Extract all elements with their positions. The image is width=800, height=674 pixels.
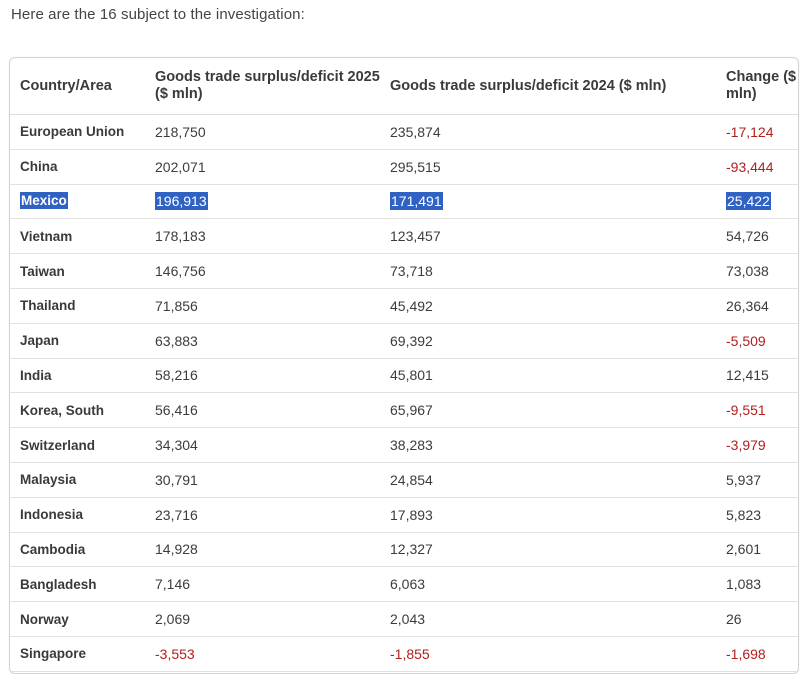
cell-2024-text: 17,893 — [390, 506, 433, 523]
cell-change — [716, 115, 798, 150]
cell-change-text: 26 — [726, 611, 742, 628]
cell-country-text: Japan — [20, 333, 60, 349]
cell-country — [10, 323, 145, 358]
cell-2024 — [380, 323, 716, 358]
table-row — [10, 219, 798, 254]
table-row — [10, 567, 798, 602]
header-2024: Goods trade surplus/deficit 2024 ($ mln) — [380, 58, 716, 115]
cell-2024 — [380, 532, 716, 567]
cell-2025 — [145, 393, 380, 428]
table-row — [10, 462, 798, 497]
cell-change-text: 73,038 — [726, 263, 769, 280]
trade-table-container — [9, 57, 799, 674]
table-header-row — [10, 58, 798, 115]
cell-2024 — [380, 462, 716, 497]
cell-2025-text: 34,304 — [155, 437, 198, 454]
cell-2025-text: 58,216 — [155, 367, 198, 384]
cell-change-text: 12,415 — [726, 367, 769, 384]
cell-change — [716, 462, 798, 497]
cell-country — [10, 184, 145, 219]
cell-change-text: 25,422 — [727, 193, 770, 210]
cell-country-text: European Union — [20, 124, 125, 140]
cell-2025 — [145, 462, 380, 497]
cell-change-text: 5,937 — [726, 471, 762, 488]
cell-2025-text: 2,069 — [155, 611, 191, 628]
cell-change — [716, 288, 798, 323]
cell-country-text: Switzerland — [20, 437, 96, 453]
cell-country-text: Mexico — [21, 193, 67, 209]
cell-2025-text: 23,716 — [155, 506, 198, 523]
cell-2025-text: 196,913 — [156, 193, 207, 210]
cell-country-text: India — [20, 367, 52, 383]
cell-2024 — [380, 115, 716, 150]
table-row — [10, 602, 798, 637]
cell-country-text: Vietnam — [20, 228, 73, 244]
table-row — [10, 323, 798, 358]
cell-2024 — [380, 428, 716, 463]
cell-2025 — [145, 219, 380, 254]
cell-2025-text: 7,146 — [155, 576, 191, 593]
cell-2025 — [145, 254, 380, 289]
cell-2025-text: 56,416 — [155, 402, 198, 419]
cell-change — [716, 219, 798, 254]
cell-country-text: Cambodia — [20, 541, 86, 557]
cell-change-text: -3,979 — [726, 437, 766, 454]
cell-country — [10, 254, 145, 289]
cell-change — [716, 323, 798, 358]
cell-change — [716, 358, 798, 393]
cell-2025 — [145, 497, 380, 532]
cell-2025-text: 71,856 — [155, 297, 198, 314]
cell-change-text: -17,124 — [726, 123, 774, 140]
cell-2025 — [145, 288, 380, 323]
cell-2025 — [145, 636, 380, 671]
cell-2024-text: 171,491 — [391, 193, 442, 210]
cell-country — [10, 149, 145, 184]
table-row — [10, 115, 798, 150]
cell-2024-text: 65,967 — [390, 402, 433, 419]
cell-country-text: Norway — [20, 611, 69, 627]
cell-2024 — [380, 288, 716, 323]
cell-2024 — [380, 219, 716, 254]
cell-country-text: China — [20, 159, 58, 175]
cell-2024-text: 235,874 — [390, 123, 441, 140]
cell-2024-text: 45,492 — [390, 297, 433, 314]
cell-change-text: 1,083 — [726, 576, 762, 593]
cell-2024-text: 73,718 — [390, 263, 433, 280]
cell-2025 — [145, 567, 380, 602]
cell-2025-text: -3,553 — [155, 645, 195, 662]
cell-2024 — [380, 358, 716, 393]
cell-2024 — [380, 254, 716, 289]
cell-2024-text: 2,043 — [390, 611, 426, 628]
cell-country — [10, 115, 145, 150]
intro-text: Here are the 16 subject to the investigation: — [11, 6, 305, 23]
cell-country-text: Korea, South — [20, 402, 105, 418]
cell-2025 — [145, 323, 380, 358]
cell-change-text: 26,364 — [726, 297, 769, 314]
cell-2024-text: 123,457 — [390, 228, 441, 245]
cell-2024-text: 12,327 — [390, 541, 433, 558]
cell-change — [716, 567, 798, 602]
cell-change-text: -5,509 — [726, 332, 766, 349]
trade-table — [10, 58, 798, 672]
cell-2025 — [145, 602, 380, 637]
cell-country — [10, 602, 145, 637]
cell-change-text: 2,601 — [726, 541, 762, 558]
cell-change-text: -93,444 — [726, 158, 774, 175]
cell-change — [716, 497, 798, 532]
cell-country-text: Indonesia — [20, 507, 84, 523]
cell-2025 — [145, 428, 380, 463]
cell-change — [716, 532, 798, 567]
cell-2024-text: -1,855 — [390, 645, 430, 662]
cell-change — [716, 184, 798, 219]
cell-country — [10, 462, 145, 497]
cell-country-text: Bangladesh — [20, 576, 97, 592]
header-change: Change ($ mln) — [716, 58, 798, 115]
cell-2024-text: 69,392 — [390, 332, 433, 349]
cell-country-text: Malaysia — [20, 472, 77, 488]
cell-2025-text: 218,750 — [155, 123, 206, 140]
cell-change — [716, 602, 798, 637]
cell-2024-text: 295,515 — [390, 158, 441, 175]
cell-2025-text: 14,928 — [155, 541, 198, 558]
cell-2024 — [380, 567, 716, 602]
cell-country — [10, 636, 145, 671]
table-row — [10, 393, 798, 428]
cell-2024 — [380, 393, 716, 428]
cell-2025 — [145, 149, 380, 184]
table-row — [10, 288, 798, 323]
cell-2024-text: 6,063 — [390, 576, 426, 593]
cell-change — [716, 393, 798, 428]
cell-2024 — [380, 184, 716, 219]
table-row — [10, 149, 798, 184]
cell-change — [716, 636, 798, 671]
cell-country — [10, 567, 145, 602]
cell-country — [10, 358, 145, 393]
cell-2025 — [145, 532, 380, 567]
cell-2025-text: 178,183 — [155, 228, 206, 245]
cell-2025 — [145, 184, 380, 219]
cell-change-text: -1,698 — [726, 645, 766, 662]
cell-country — [10, 393, 145, 428]
cell-country — [10, 288, 145, 323]
header-2025: Goods trade surplus/deficit 2025 ($ mln) — [145, 58, 380, 115]
cell-2025 — [145, 358, 380, 393]
cell-country — [10, 532, 145, 567]
table-row — [10, 497, 798, 532]
cell-country-text: Singapore — [20, 646, 87, 662]
table-row — [10, 532, 798, 567]
cell-2024 — [380, 497, 716, 532]
cell-change-text: -9,551 — [726, 402, 766, 419]
header-country: Country/Area — [10, 58, 145, 115]
cell-2025-text: 30,791 — [155, 471, 198, 488]
cell-2024-text: 38,283 — [390, 437, 433, 454]
cell-change-text: 5,823 — [726, 506, 762, 523]
cell-country — [10, 219, 145, 254]
cell-country — [10, 428, 145, 463]
table-row — [10, 428, 798, 463]
table-row — [10, 636, 798, 671]
cell-2024-text: 24,854 — [390, 471, 433, 488]
cell-country — [10, 497, 145, 532]
table-row — [10, 254, 798, 289]
cell-change — [716, 254, 798, 289]
cell-2024-text: 45,801 — [390, 367, 433, 384]
cell-change-text: 54,726 — [726, 228, 769, 245]
cell-change — [716, 428, 798, 463]
cell-2025 — [145, 115, 380, 150]
cell-change — [716, 149, 798, 184]
table-row — [10, 184, 798, 219]
cell-2025-text: 63,883 — [155, 332, 198, 349]
cell-2024 — [380, 602, 716, 637]
cell-country-text: Taiwan — [20, 263, 65, 279]
cell-country-text: Thailand — [20, 298, 76, 314]
cell-2025-text: 202,071 — [155, 158, 206, 175]
cell-2025-text: 146,756 — [155, 263, 206, 280]
table-row — [10, 358, 798, 393]
cell-2024 — [380, 149, 716, 184]
cell-2024 — [380, 636, 716, 671]
